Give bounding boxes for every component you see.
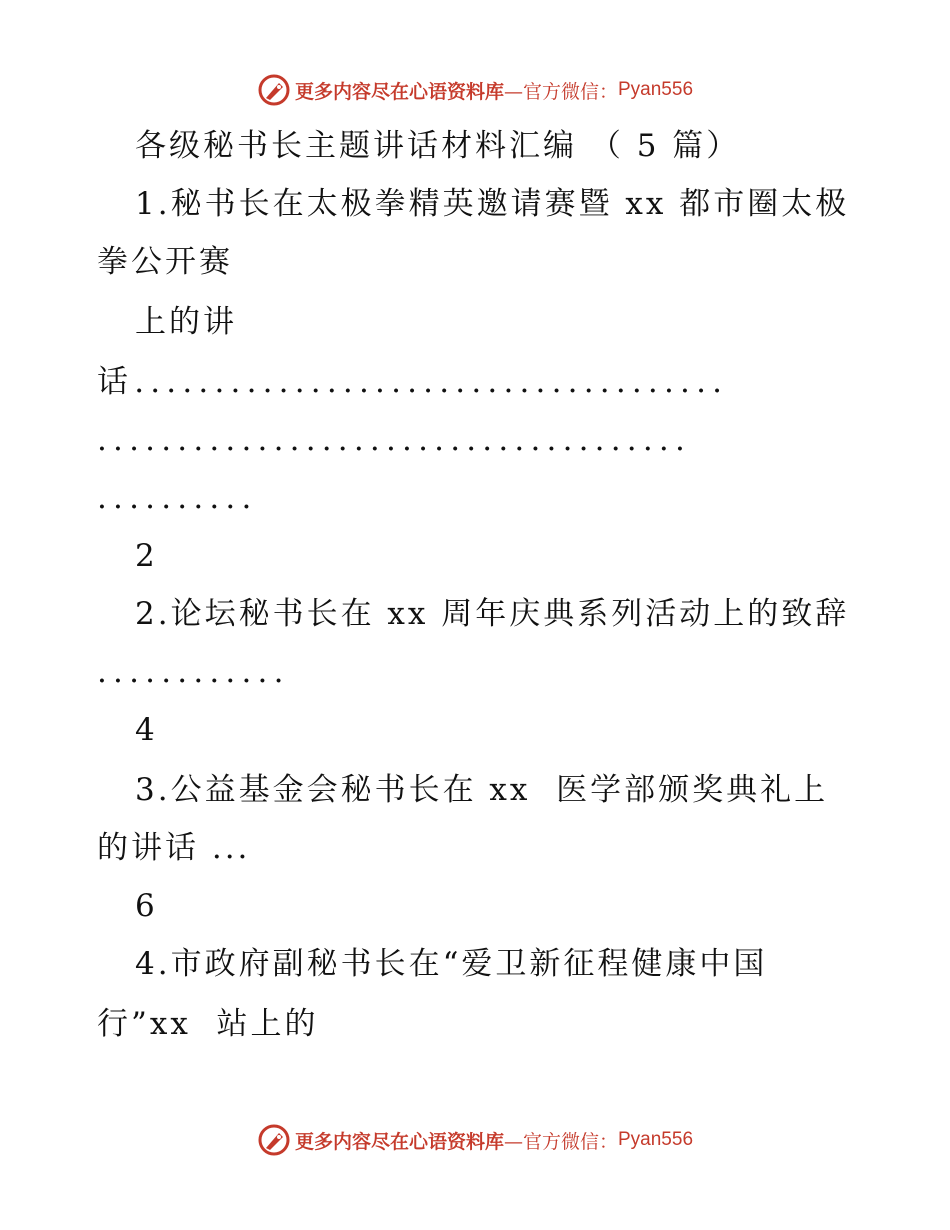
- toc-item-2-leader-dots: ............: [97, 654, 290, 690]
- toc-item-1-page: 2: [135, 538, 155, 574]
- watermark-brand-text: 更多内容尽在心语资料库: [294, 1130, 504, 1153]
- toc-item-4-line-1: 4.市政府副秘书长在“爱卫新征程健康中国: [135, 946, 768, 982]
- toc-item-1-line-2: 拳公开赛: [97, 244, 233, 280]
- toc-item-2-line-1: 2.论坛秘书长在 xx 周年庆典系列活动上的致辞: [135, 596, 850, 632]
- pen-nib-logo-icon: [257, 73, 291, 107]
- pen-nib-logo-icon: [257, 1123, 291, 1157]
- toc-item-3-line-2: 的讲话 ...: [97, 830, 251, 866]
- toc-item-3-line-1: 3.公益基金会秘书长在 xx 医学部颁奖典礼上: [135, 772, 829, 808]
- toc-item-1-leader-dots: .....................................: [97, 422, 691, 458]
- toc-item-1-line-3: 上的讲: [135, 304, 237, 340]
- watermark-wechat-label: —官方微信：: [503, 80, 618, 103]
- watermark-wechat-label: —官方微信：: [503, 1130, 618, 1153]
- toc-item-1-line-4: 话.....................................: [97, 364, 729, 400]
- toc-item-1-line-1: 1.秘书长在太极拳精英邀请赛暨 xx 都市圈太极: [135, 186, 850, 222]
- watermark-wechat-id: Pyan556: [618, 1129, 694, 1150]
- toc-item-4-line-2: 行”xx 站上的: [97, 1006, 319, 1042]
- watermark-banner-bottom: [0, 1120, 950, 1160]
- watermark-brand-text: 更多内容尽在心语资料库: [294, 80, 504, 103]
- watermark-banner-top: [0, 70, 950, 110]
- toc-item-1-leader-dots-end: ..........: [97, 480, 258, 516]
- toc-item-3-page: 6: [135, 888, 155, 924]
- toc-item-2-page: 4: [135, 712, 155, 748]
- document-title: 各级秘书长主题讲话材料汇编 （ 5 篇）: [135, 128, 741, 164]
- watermark-wechat-id: Pyan556: [618, 79, 694, 100]
